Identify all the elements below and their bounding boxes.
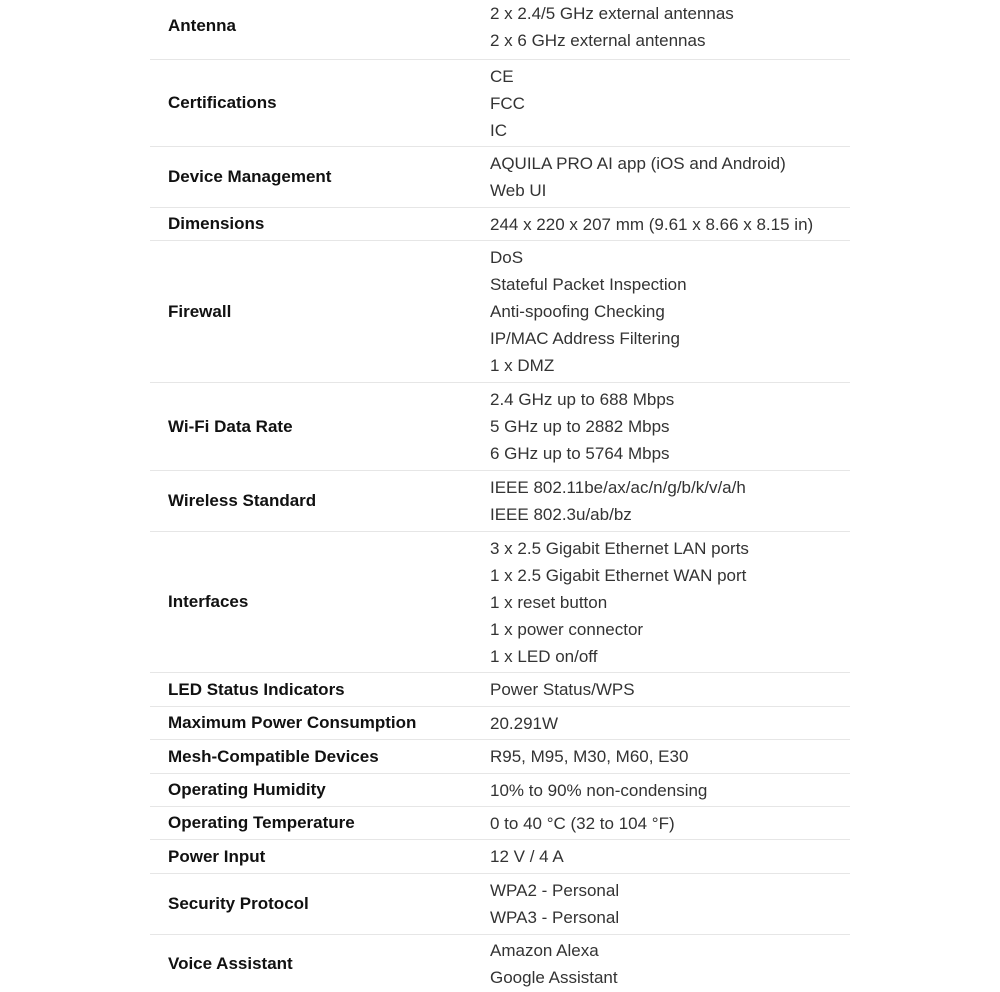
- spec-label: Operating Temperature: [168, 813, 355, 832]
- spec-value: Amazon Alexa: [490, 940, 599, 960]
- spec-value: 10% to 90% non-condensing: [490, 780, 708, 800]
- spec-label: Power Input: [168, 846, 266, 866]
- spec-values: [490, 809, 850, 838]
- spec-value: 12 V / 4 A: [490, 847, 564, 866]
- spec-value: CE: [490, 66, 514, 86]
- spec-label: Wi-Fi Data Rate: [168, 416, 293, 436]
- spec-values: [490, 385, 850, 468]
- spec-values: [490, 936, 850, 992]
- spec-label: Device Management: [168, 167, 332, 186]
- spec-row-wireless-standard: [150, 471, 850, 532]
- spec-value: 5 GHz up to 2882 Mbps: [490, 417, 670, 436]
- spec-value: 2 x 6 GHz external antennas: [490, 30, 706, 50]
- spec-value: WPA3 - Personal: [490, 908, 620, 927]
- spec-values: [490, 473, 850, 529]
- spec-label: Wireless Standard: [168, 491, 317, 510]
- spec-value: 20.291W: [490, 713, 559, 733]
- spec-value: IEEE 802.11be/ax/ac/n/g/b/k/v/a/h: [490, 478, 746, 497]
- spec-label: Security Protocol: [168, 894, 309, 913]
- spec-value: 2 x 2.4/5 GHz external antennas: [490, 3, 734, 23]
- spec-value: Stateful Packet Inspection: [490, 275, 687, 294]
- spec-value: 1 x DMZ: [490, 356, 555, 375]
- spec-label: Maximum Power Consumption: [168, 713, 417, 732]
- spec-value: 0 to 40 °C (32 to 104 °F): [490, 813, 675, 833]
- spec-value: Power Status/WPS: [490, 680, 635, 699]
- spec-values: [490, 62, 850, 145]
- spec-value: 3 x 2.5 Gigabit Ethernet LAN ports: [490, 538, 749, 558]
- spec-row-interfaces: [150, 532, 850, 673]
- spec-value: IP/MAC Address Filtering: [490, 329, 680, 348]
- spec-values: [490, 0, 850, 55]
- spec-row-antenna: [150, 0, 850, 60]
- spec-value: Web UI: [490, 181, 547, 200]
- spec-value: 2.4 GHz up to 688 Mbps: [490, 390, 675, 409]
- spec-values: [490, 742, 850, 771]
- spec-value: Anti-spoofing Checking: [490, 302, 665, 321]
- spec-values: [490, 149, 850, 205]
- spec-row-firewall: [150, 241, 850, 383]
- spec-value: 1 x LED on/off: [490, 646, 598, 666]
- spec-value: WPA2 - Personal: [490, 881, 620, 900]
- spec-values: [490, 534, 850, 671]
- spec-row-power-input: [150, 840, 850, 874]
- spec-value: 1 x reset button: [490, 592, 608, 612]
- spec-row-security-protocol: [150, 874, 850, 935]
- spec-values: [490, 675, 850, 704]
- spec-value: AQUILA PRO AI app (iOS and Android): [490, 154, 786, 173]
- spec-label: Dimensions: [168, 214, 265, 233]
- spec-values: [490, 210, 850, 239]
- spec-row-certifications: [150, 60, 850, 147]
- spec-value: IEEE 802.3u/ab/bz: [490, 505, 632, 524]
- spec-label: Certifications: [168, 93, 277, 112]
- spec-label: Mesh-Compatible Devices: [168, 746, 379, 766]
- spec-row-operating-humidity: [150, 774, 850, 807]
- spec-values: [490, 876, 850, 932]
- spec-value: DoS: [490, 248, 524, 267]
- spec-values: [490, 842, 850, 871]
- spec-value: 1 x 2.5 Gigabit Ethernet WAN port: [490, 565, 747, 585]
- spec-value: R95, M95, M30, M60, E30: [490, 747, 689, 766]
- spec-label: LED Status Indicators: [168, 679, 345, 699]
- spec-row-voice-assistant: [150, 935, 850, 992]
- spec-row-dimensions: [150, 208, 850, 241]
- spec-row-led-status-indicators: [150, 673, 850, 707]
- spec-values: [490, 776, 850, 805]
- spec-value: 6 GHz up to 5764 Mbps: [490, 444, 670, 463]
- spec-label: Voice Assistant: [168, 953, 293, 973]
- spec-value: IC: [490, 120, 507, 140]
- spec-label: Operating Humidity: [168, 780, 326, 799]
- spec-value: Google Assistant: [490, 967, 618, 987]
- spec-label: Interfaces: [168, 592, 249, 611]
- spec-values: [490, 243, 850, 380]
- spec-row-maximum-power-consumption: [150, 707, 850, 740]
- spec-value: FCC: [490, 93, 525, 113]
- spec-values: [490, 709, 850, 738]
- spec-value: 244 x 220 x 207 mm (9.61 x 8.66 x 8.15 in): [490, 214, 814, 234]
- spec-row-wifi-data-rate: [150, 383, 850, 471]
- spec-row-device-management: [150, 147, 850, 208]
- spec-label: Antenna: [168, 15, 236, 35]
- spec-row-mesh-compatible-devices: [150, 740, 850, 774]
- specifications-table: [150, 0, 850, 992]
- spec-value: 1 x power connector: [490, 619, 644, 639]
- spec-label: Firewall: [168, 301, 232, 321]
- spec-row-operating-temperature: [150, 807, 850, 840]
